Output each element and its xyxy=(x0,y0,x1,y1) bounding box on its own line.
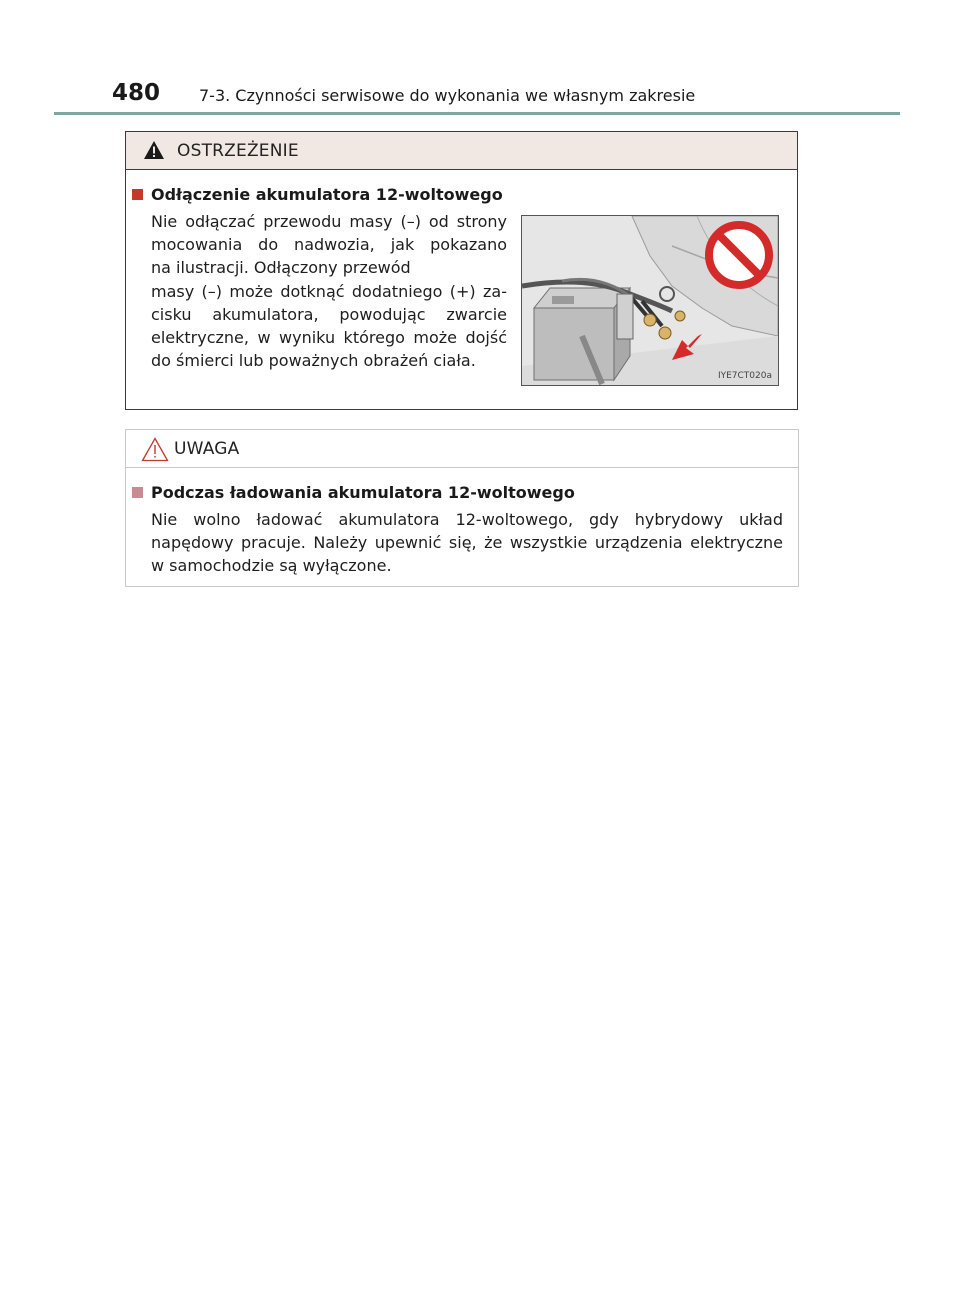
warning-line-7: do śmierci lub poważnych obrażeń ciała. xyxy=(151,351,476,371)
battery-ground-illustration xyxy=(521,215,779,386)
section-title: 7-3. Czynności serwisowe do wykonania we własnym zakresie xyxy=(199,86,696,105)
warning-line-4: masy (–) może dotknąć dodatniego (+) za- xyxy=(151,281,507,301)
warning-label: OSTRZEŻENIE xyxy=(177,141,299,161)
warning-line-6: elektryczne, w wyniku którego może dojść xyxy=(151,327,507,347)
warning-line-2: mocowania do nadwozia, jak pokazano xyxy=(151,235,507,255)
warning-filled-triangle-icon xyxy=(143,140,165,160)
warning-line-5: cisku akumulatora, powodując zwarcie xyxy=(151,304,507,324)
warning-item-title: Odłączenie akumulatora 12-woltowego xyxy=(151,185,503,204)
caution-item-title: Podczas ładowania akumulatora 12-woltowego xyxy=(151,483,575,502)
warning-line-1: Nie odłączać przewodu masy (–) od strony xyxy=(151,212,507,231)
battery-engine-bay-drawing xyxy=(522,216,778,385)
caution-line-1: Nie wolno ładować akumulatora 12-woltowego, gdy hybrydowy układ xyxy=(151,510,783,529)
page-number: 480 xyxy=(112,80,161,106)
illustration-code: IYE7CT020a xyxy=(717,371,772,381)
caution-header xyxy=(126,430,798,468)
warning-outline-triangle-icon xyxy=(141,437,169,462)
caution-bullet-icon xyxy=(132,487,143,498)
caution-line-3: w samochodzie są wyłączone. xyxy=(151,556,392,576)
caution-line-2: napędowy pracuje. Należy upewnić się, że wszystkie urządzenia elektryczne xyxy=(151,533,783,553)
caution-label: UWAGA xyxy=(174,439,240,459)
warning-bullet-icon xyxy=(132,189,143,200)
warning-body xyxy=(151,210,507,372)
page-header xyxy=(0,0,960,120)
header-rule xyxy=(54,112,900,115)
warning-line-3: na ilustracji. Odłączony przewód xyxy=(151,258,411,278)
caution-body xyxy=(151,508,783,578)
warning-header xyxy=(126,132,797,170)
